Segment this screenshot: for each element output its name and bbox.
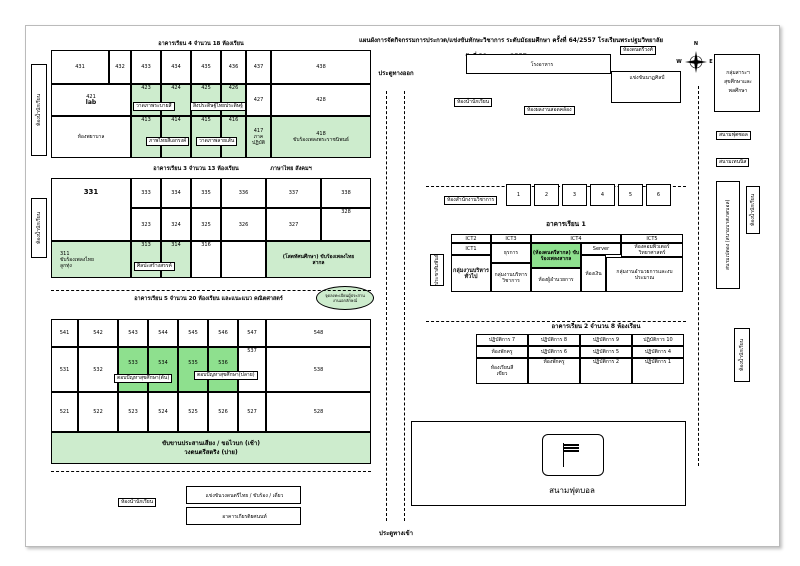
- tag-health-quiz-junior: ตอบปัญหาสุขศึกษา(ต้น): [114, 374, 172, 383]
- room-414: 414: [161, 116, 191, 158]
- pe-group: [714, 54, 760, 112]
- building1-title: อาคารเรียน 1: [546, 220, 586, 228]
- room-548: 548: [266, 319, 371, 347]
- choir-hall: [51, 432, 371, 464]
- b2-r1-c2: ปฏิบัติการ 8: [528, 334, 580, 346]
- room-333: 333: [131, 178, 161, 208]
- room-438: 438: [271, 50, 371, 84]
- ict2: ICT2: [451, 234, 491, 243]
- room-336: 336: [221, 178, 266, 208]
- music-room: (ห้องดนตรีสากล) ขับร้องเพลงสากล: [531, 243, 581, 268]
- canteen-box: [466, 54, 611, 74]
- building2-title: อาคารเรียน 2 จำนวน 8 ห้องเรียน: [551, 323, 641, 330]
- road-line-h3: [426, 321, 686, 322]
- b1-cell-1: 1: [506, 184, 531, 206]
- room-546: 546: [208, 319, 238, 347]
- academic-office: ห้องสำนักงานวิชาการ: [444, 196, 497, 205]
- performance-room: ห้องผลงานสอดคล้อง: [524, 106, 575, 115]
- tv-station: ห้องดนตรีวงศ์: [620, 46, 656, 55]
- road-line-right: [698, 86, 699, 466]
- room-434: 434: [161, 50, 191, 84]
- room-538: 538: [266, 347, 371, 392]
- thai-music-label: แข่งขันวงดนตรีไทย / ขับร้อง / เดี่ยว: [205, 493, 284, 499]
- room-424: 424: [161, 84, 191, 116]
- top-toilet: ห้องน้ำนักเรียน: [454, 98, 492, 107]
- band-label: วงดนตรีสตริง (บ่าย): [184, 449, 238, 456]
- room-417-label: ภาคปฏิบัติ: [252, 134, 265, 146]
- road-line-h1: [51, 290, 371, 291]
- map-page: [25, 25, 780, 547]
- room-524: 524: [148, 392, 178, 432]
- room-416: 416: [221, 116, 246, 158]
- room-428: 428: [271, 84, 371, 116]
- building4-title: อาคารเรียน 4 จำนวน 18 ห้องเรียน: [158, 41, 244, 47]
- room-417: [246, 116, 271, 158]
- room-326: 326: [221, 208, 266, 241]
- room-418: [271, 116, 371, 158]
- b2-r2-c1: ห้องพักครู: [476, 346, 528, 358]
- admin-dur: ธุรการ: [491, 243, 531, 263]
- b1-cell-4: 4: [590, 184, 615, 206]
- room-433: 433: [131, 50, 161, 84]
- room-418-label: ขับร้องเพลงพระราชนิพนธ์: [293, 137, 349, 143]
- flag-icon: [563, 443, 581, 471]
- room-431: 431: [51, 50, 109, 84]
- right-toilet: ห้องน้ำนักเรียน: [746, 186, 760, 234]
- room-525: 525: [178, 392, 208, 432]
- map-title: แผนผังการจัดกิจกรรมการประกวด/แข่งขันทักษะวิชาการ ระดับมัธยมศึกษา ครั้งที่ 64/2557 โรงเรียนพระปฐมวิทยาลัย: [358, 37, 664, 44]
- room-315: [221, 241, 266, 278]
- b1-cell-3: 3: [562, 184, 587, 206]
- tennis-court: สนามเทนนิส: [716, 158, 749, 167]
- room-328: 328: [321, 208, 371, 241]
- room-531: 531: [51, 347, 78, 392]
- room-532: 532: [78, 347, 118, 392]
- room-521: 521: [51, 392, 78, 432]
- compass-west: W: [676, 59, 682, 65]
- general-admin: กลุ่มงานบริหารทั่วไป: [451, 255, 491, 292]
- b2-r3-c3: ปฏิบัติการ 2: [580, 358, 632, 384]
- room-426: 426: [221, 84, 246, 116]
- compass-icon: [684, 50, 708, 74]
- tag-health-quiz-senior: ตอบปัญหาสุขศึกษา(ปลาย): [194, 371, 258, 380]
- b2-r2-c2: ปฏิบัติการ 6: [528, 346, 580, 358]
- entrance-gate: ประตูทางเข้า: [379, 530, 413, 537]
- tag-line-drawing: วาดภาพลายเส้น: [196, 137, 237, 146]
- pr-box: ประชาสัมพันธ์: [430, 254, 444, 286]
- room-536: 536: [208, 347, 238, 392]
- building3-title: อาคารเรียน 3 จำนวน 13 ห้องเรียน: [153, 166, 239, 172]
- building3-side-label: ห้องน้ำนักเรียน: [31, 198, 47, 258]
- room-311-label: ขับร้องเพลงไทยลูกทุ่ง: [60, 256, 94, 269]
- ict4: ICT4: [531, 234, 621, 243]
- room-425: 425: [191, 84, 221, 116]
- budget-admin: กลุ่มงานอำนวยการและงบประมาณ: [606, 257, 683, 292]
- room-533: 533: [118, 347, 148, 392]
- av-hall: (โสตทัศนศึกษา) ขับร้องเพลงไทยสากล: [266, 241, 371, 278]
- building5-title: อาคารเรียน 5 จำนวน 20 ห้องเรียน และแนะแนว คณิตศาสตร์: [134, 296, 283, 302]
- room-527: 527: [238, 392, 266, 432]
- music-label: แข่งขันนาฏศิลป์: [629, 75, 665, 81]
- room-314: 314: [161, 241, 191, 278]
- registration-bubble: จุดลงทะเบียนผู้ประสานงานเอกลักษณ์: [316, 286, 374, 310]
- room-432: 432: [109, 50, 131, 84]
- compass-east: E: [709, 59, 713, 65]
- room-334: 334: [161, 178, 191, 208]
- tag-mono-painting: ภาพไทยสีเอกรงค์: [146, 137, 189, 146]
- nurse-room: ห้องพยาบาล: [51, 116, 131, 158]
- room-311-number: 311: [60, 250, 70, 257]
- futsal-court: สนามฟุตซอล: [716, 131, 751, 140]
- room-421-number: 421: [86, 94, 96, 100]
- canteen-label: โรงอาหาร: [530, 62, 554, 68]
- room-523: 523: [118, 392, 148, 432]
- room-545: 545: [178, 319, 208, 347]
- thai-music-hall: [186, 486, 301, 504]
- b2-r3-c1: ห้องเรียนสีเขียว: [476, 358, 528, 384]
- exit-gate: ประตูทางออก: [378, 70, 414, 77]
- b2-r2-c3: ปฏิบัติการ 5: [580, 346, 632, 358]
- room-418-number: 418: [316, 131, 326, 137]
- room-526: 526: [208, 392, 238, 432]
- room-437: 437: [246, 50, 271, 84]
- b2-r1-c1: ปฏิบัติการ 7: [476, 334, 528, 346]
- building4-side-label: ห้องน้ำนักเรียน: [31, 64, 47, 156]
- room-337: 337: [266, 178, 321, 208]
- room-544: 544: [148, 319, 178, 347]
- room-522: 522: [78, 392, 118, 432]
- compass-north: N: [693, 41, 699, 47]
- academic-admin: กลุ่มงานบริหารวิชาการ: [491, 263, 531, 292]
- bottom-toilet: ห้องน้ำนักเรียน: [118, 498, 156, 507]
- room-325: 325: [191, 208, 221, 241]
- road-line-mid: [404, 91, 405, 521]
- ict1: ICT1: [451, 243, 491, 255]
- room-528: 528: [266, 392, 371, 432]
- room-542: 542: [78, 319, 118, 347]
- auditorium: [186, 507, 301, 525]
- room-421-lab: lab: [85, 99, 97, 106]
- b2-r3-c4: ปฏิบัติการ 1: [632, 358, 684, 384]
- b1-cell-5: 5: [618, 184, 643, 206]
- right-toilet-2: ห้องน้ำนักเรียน: [734, 328, 750, 382]
- b2-r1-c4: ปฏิบัติการ 10: [632, 334, 684, 346]
- room-413: 413: [131, 116, 161, 158]
- b2-r1-c3: ปฏิบัติการ 9: [580, 334, 632, 346]
- room-435: 435: [191, 50, 221, 84]
- room-547: 547: [238, 319, 266, 347]
- long-field: สนามเปตอง (สนามบาสเกตบอล): [716, 181, 740, 289]
- choir-label: ขับขานประสานเสียง / ขอไวบก (เช้า): [162, 440, 260, 447]
- computer-room: ห้องคอมพิวเตอร์ วิทยาศาสตร์: [621, 243, 683, 257]
- pe-group-label: กลุ่มสาระฯ สุขศึกษาและพลศึกษา: [724, 70, 752, 94]
- room-331: [51, 178, 131, 241]
- room-313: 313: [131, 241, 161, 278]
- room-311: [51, 241, 131, 278]
- room-543: 543: [118, 319, 148, 347]
- room-421: [51, 84, 131, 116]
- building3-subtitle: ภาษาไทย สังคมฯ: [270, 166, 312, 172]
- b1-cell-2: 2: [534, 184, 559, 206]
- room-436: 436: [221, 50, 246, 84]
- server-room: Server: [581, 243, 621, 255]
- tag-creative-art: ศิลปะสร้างสรรค์: [134, 262, 175, 271]
- ict3: ICT3: [491, 234, 531, 243]
- director-room: ห้องผู้อำนวยการ: [531, 268, 581, 292]
- road-line-h2: [51, 471, 371, 472]
- room-327: 327: [266, 208, 321, 241]
- room-537: 537: [238, 347, 266, 392]
- road-line-left: [386, 91, 387, 521]
- b2-r2-c4: ปฏิบัติการ 4: [632, 346, 684, 358]
- room-417-number: 417: [253, 128, 264, 134]
- football-field-label: สนามฟุตบอล: [549, 486, 595, 495]
- room-427: 427: [246, 84, 271, 116]
- music-hall: [611, 71, 681, 103]
- room-324: 324: [161, 208, 191, 241]
- room-323: 323: [131, 208, 161, 241]
- room-534: 534: [148, 347, 178, 392]
- room-415: 415: [191, 116, 221, 158]
- auditorium-label: อาคารเกียรติยศนนท์: [222, 514, 267, 520]
- b2-r3-c2: ห้องพักครู: [528, 358, 580, 384]
- room-535: 535: [178, 347, 208, 392]
- tag-painting: วาดภาพระบายสี: [133, 102, 175, 111]
- room-316: 316: [191, 241, 221, 278]
- b1-cell-6: 6: [646, 184, 671, 206]
- room-423: 423: [131, 84, 161, 116]
- room-331-number: 331: [83, 188, 99, 196]
- ict5: ICT5: [621, 234, 683, 243]
- room-541: 541: [51, 319, 78, 347]
- room-335: 335: [191, 178, 221, 208]
- football-field: [411, 421, 686, 506]
- finance-room: ห้องเงิน: [581, 255, 606, 292]
- room-338: 338: [321, 178, 371, 208]
- tag-thai-craft: สิ่งประดิษฐ์ไทยประดิษฐ์: [190, 102, 246, 111]
- flag-pole-box: [542, 434, 604, 476]
